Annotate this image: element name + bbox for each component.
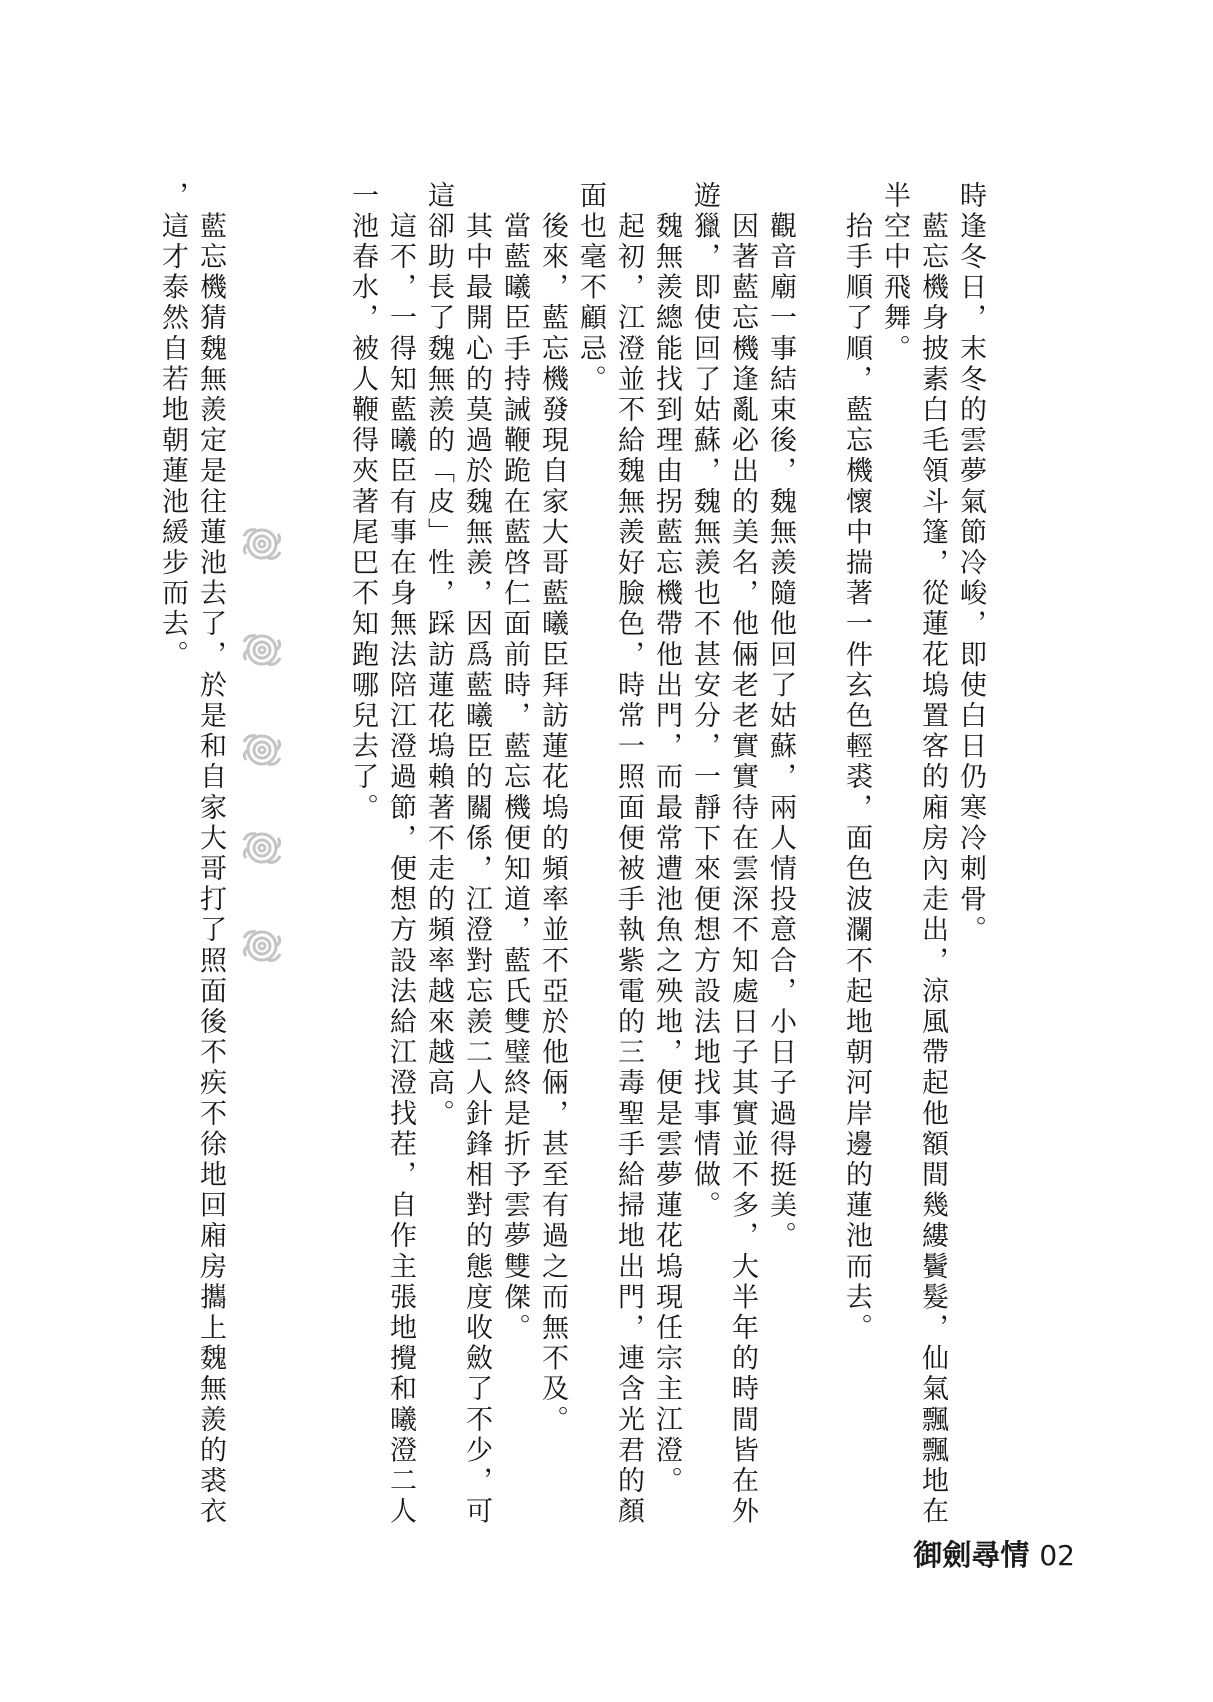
page-number: 02 (1039, 1539, 1075, 1572)
text-column: 這卻助長了魏無羨的「皮」性，踩訪蓮花塢賴著不走的頻率越來越高。 (423, 181, 454, 1130)
text-column: ，這才泰然自若地朝蓮池緩步而去。 (157, 181, 188, 671)
text-column: 其中最開心的莫過於魏無羨，因爲藍曦臣的關係，江澄對忘羨二人針鋒相對的態度收斂了不少，可 (461, 181, 492, 1528)
cloud-swirl-icon (238, 924, 286, 968)
cloud-swirl-icon (238, 522, 286, 566)
cloud-swirl-icon (238, 826, 286, 870)
text-column: 因著藍忘機逢亂必出的美名，他倆老老實實待在雲深不知處日子其實並不多，大半年的時間皆在外 (727, 181, 758, 1528)
text-column: 這不，一得知藍曦臣有事在身無法陪江澄過節，便想方設法給江澄找茬，自作主張地攪和曦澄二人 (385, 181, 416, 1528)
text-column: 抬手順了順，藍忘機懷中揣著一件玄色輕裘，面色波瀾不起地朝河岸邊的蓮池而去。 (841, 181, 872, 1344)
text-column: 魏無羨總能找到理由拐藍忘機帶他出門，而最常遭池魚之殃地，便是雲夢蓮花塢現任宗主江澄。 (651, 181, 682, 1497)
text-column: 後來，藍忘機發現自家大哥藍曦臣拜訪蓮花塢的頻率並不亞於他倆，甚至有過之而無不及。 (537, 181, 568, 1436)
cloud-swirl-icon (238, 628, 286, 672)
text-column: 觀音廟一事結束後，魏無羨隨他回了姑蘇，兩人情投意合，小日子過得挺美。 (765, 181, 796, 1252)
text-column: 遊獵，即使回了姑蘇，魏無羨也不甚安分，一靜下來便想方設法地找事情做。 (689, 181, 720, 1222)
text-column: 藍忘機猜魏無羨定是往蓮池去了，於是和自家大哥打了照面後不疾不徐地回廂房攜上魏無羨的裘衣 (195, 181, 226, 1528)
text-column: 當藍曦臣手持誡鞭跪在藍啓仁面前時，藍忘機便知道，藍氏雙璧終是折予雲夢雙傑。 (499, 181, 530, 1344)
text-column: 面也毫不顧忌。 (575, 181, 606, 396)
page-footer (913, 1533, 1075, 1574)
text-column: 藍忘機身披素白毛領斗篷，從蓮花塢置客的廂房內走出，涼風帶起他額間幾縷鬢髮，仙氣飄飄地在 (917, 181, 948, 1528)
book-title: 御劍尋情 (913, 1538, 1030, 1572)
cloud-swirl-icon (238, 728, 286, 772)
text-column: 一池春水，被人鞭得夾著尾巴不知跑哪兒去了。 (347, 181, 378, 824)
text-column: 時逢冬日，末冬的雲夢氣節冷峻，即使白日仍寒冷刺骨。 (955, 181, 986, 946)
text-column: 半空中飛舞。 (879, 181, 910, 365)
text-column: 起初，江澄並不給魏無羨好臉色，時常一照面便被手執紫電的三毒聖手給掃地出門，連含光君的顏 (613, 181, 644, 1528)
